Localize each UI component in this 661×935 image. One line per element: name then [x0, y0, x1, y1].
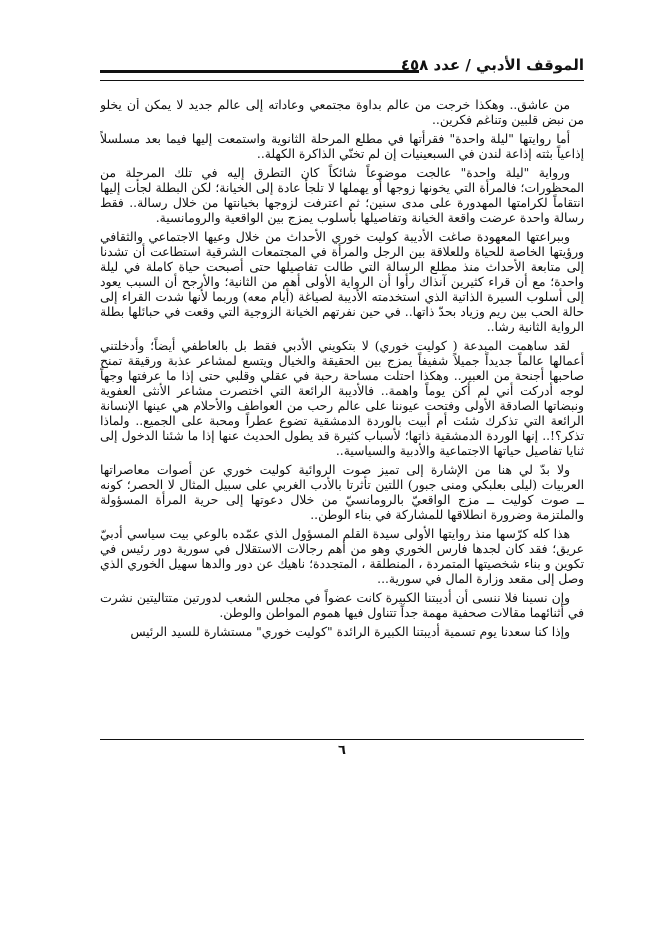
paragraph: أما روايتها "ليلة واحدة" فقرأتها في مطلع المرحلة الثانوية واستمعت إليها فيما بعد مسلسلاً إذاعياً بثته إذاعة لندن في السبعينيات إن لم تخنّي الذاكرة الكهلة..: [100, 132, 584, 161]
header-thick-rule: [100, 70, 419, 73]
paragraph: ورواية "ليلة واحدة" عالجت موضوعاً شائكاً كان التطرق إليه في تلك المرحلة من المحظورات؛ فالمرأة التي يخونها زوجها أو يهملها لا تلجأ عادة إلى الخيانة؛ لكن البطلة لجأت إليها انتقاماً لكرامتها المهدورة على مدى سنين؛ ثم اعترفت لزوجها بخيانتها من خلال رسالة.. فقط رسالة واحدة عرضت واقعة الخيانة وتفاصيلها بأسلوب يمزج بين الواقعية والرومانسية.: [100, 166, 584, 225]
footer-rule: [100, 739, 584, 740]
paragraph: لقد ساهمت المبدعة ( كوليت خوري) لا بتكويني الأدبي فقط بل بالعاطفي أيضاً؛ وأدخلتني أعمالها عالماً جديداً جميلاً شفيفاً يمزج بين الحقيقة والخيال ويتسع لمشاعر عذبة ورقيقة تمنح صاحبها أجنحة من العبير.. وهكذا احتلت مساحة رحبة في عقلي وقلبي حتى إذا ما عرفتها وجهاً لوجه أدركت أني لم أكن يوماً واهمة.. فالأديبة الرائعة التي اختصرت مشاعر الأنثى العفوية ونبضاتها الصادقة الأولى وفتحت عيوننا على عالم رحب من العواطف والأحلام هي عينها الإنسانة الرائعة التي تذكرك شئت أم أبيت بالوردة الدمشقية تضوع عطراً ومحبة على الجميع.. ولماذا تذكر؟!.. إنها الوردة الدمشقية ذاتها؛ لأسباب كثيرة قد يطول الحديث عنها إذا ما شئنا الدخول إلى ثنايا تفاصيل حياتها الاجتماعية والأدبية والسياسية..: [100, 339, 584, 458]
paragraph: وببراعتها المعهودة صاغت الأديبة كوليت خوري الأحداث من خلال وعيها الاجتماعي والثقافي ورؤيتها الخاصة للحياة وللعلاقة بين الرجل والمرأة في المجتمعات الشرقية استطاعت أن تشدنا إلى متابعة الأحداث منذ مطلع الرسالة التي طالت تفاصيلها حتى أصبحت حياة كاملة في ليلة واحدة؛ مع أن قراء كثيرين آنذاك رأوا أن الرواية الأولى أهم من الثانية؛ والأرجح أن السبب يعود إلى أسلوب السيرة الذاتية الذي استخدمته الأديبة لصياغة (أيام معه) وربما لأنها شدت القراء إلى حالة الحب بين ريم وزياد بحدّ ذاتها.. في حين نفرتهم الخيانة الزوجية التي وقعت في حبائلها بطلة الرواية الثانية رشا..: [100, 230, 584, 334]
paragraph: هذا كله كرّسها منذ روايتها الأولى سيدة القلم المسؤول الذي عمّده بالوعي بيت سياسي أدبيّ عريق؛ فقد كان لجدها فارس الخوري وهو من أهم رجالات الاستقلال في سورية دور رئيس في تكوين و بناء شخصيتها المتمردة ، المنطلقة ، المتجددة؛ ناهيك عن دور والدها سهيل الخوري الذي وصل إلى مقعد وزارة المال في سورية...: [100, 527, 584, 586]
page-number: ٦: [338, 743, 346, 758]
paragraph: وإن نسينا فلا ننسى أن أديبتنا الكبيرة كانت عضواً في مجلس الشعب لدورتين متتاليتين نشرت في أثنائهما مقالات صحفية مهمة جداً تتناول فيها هموم المواطن والوطن.: [100, 591, 584, 620]
header-thin-rule: [100, 80, 584, 81]
article-body: [100, 98, 584, 728]
paragraph: ولا بدّ لي هنا من الإشارة إلى تميز صوت الروائية كوليت خوري عن أصوات معاصراتها العربيات (ليلى بعلبكي ومنى جبور) اللتين تأثرتا بالأدب الغربي على سبيل المثال لا الحصر؛ كونه ــ صوت كوليت ــ مزج الواقعيّ بالرومانسيّ من خلال دعوتها إلى حرية المرأة المسؤولة والملتزمة وضرورة انطلاقها للمشاركة في بناء الوطن..: [100, 463, 584, 522]
header-title: الموقف الأدبي / عدد ٤٥٨: [400, 56, 584, 74]
paragraph: من عاشق.. وهكذا خرجت من عالم بداوة مجتمعي وعاداته إلى عالم جديد لا يمكن أن يخلو من نبض قلبين وتناغم فكرين..: [100, 98, 584, 127]
paragraph: وإذا كنا سعدنا يوم تسمية أديبتنا الكبيرة الرائدة "كوليت خوري" مستشارة للسيد الرئيس: [130, 625, 570, 639]
running-header: [100, 56, 584, 80]
